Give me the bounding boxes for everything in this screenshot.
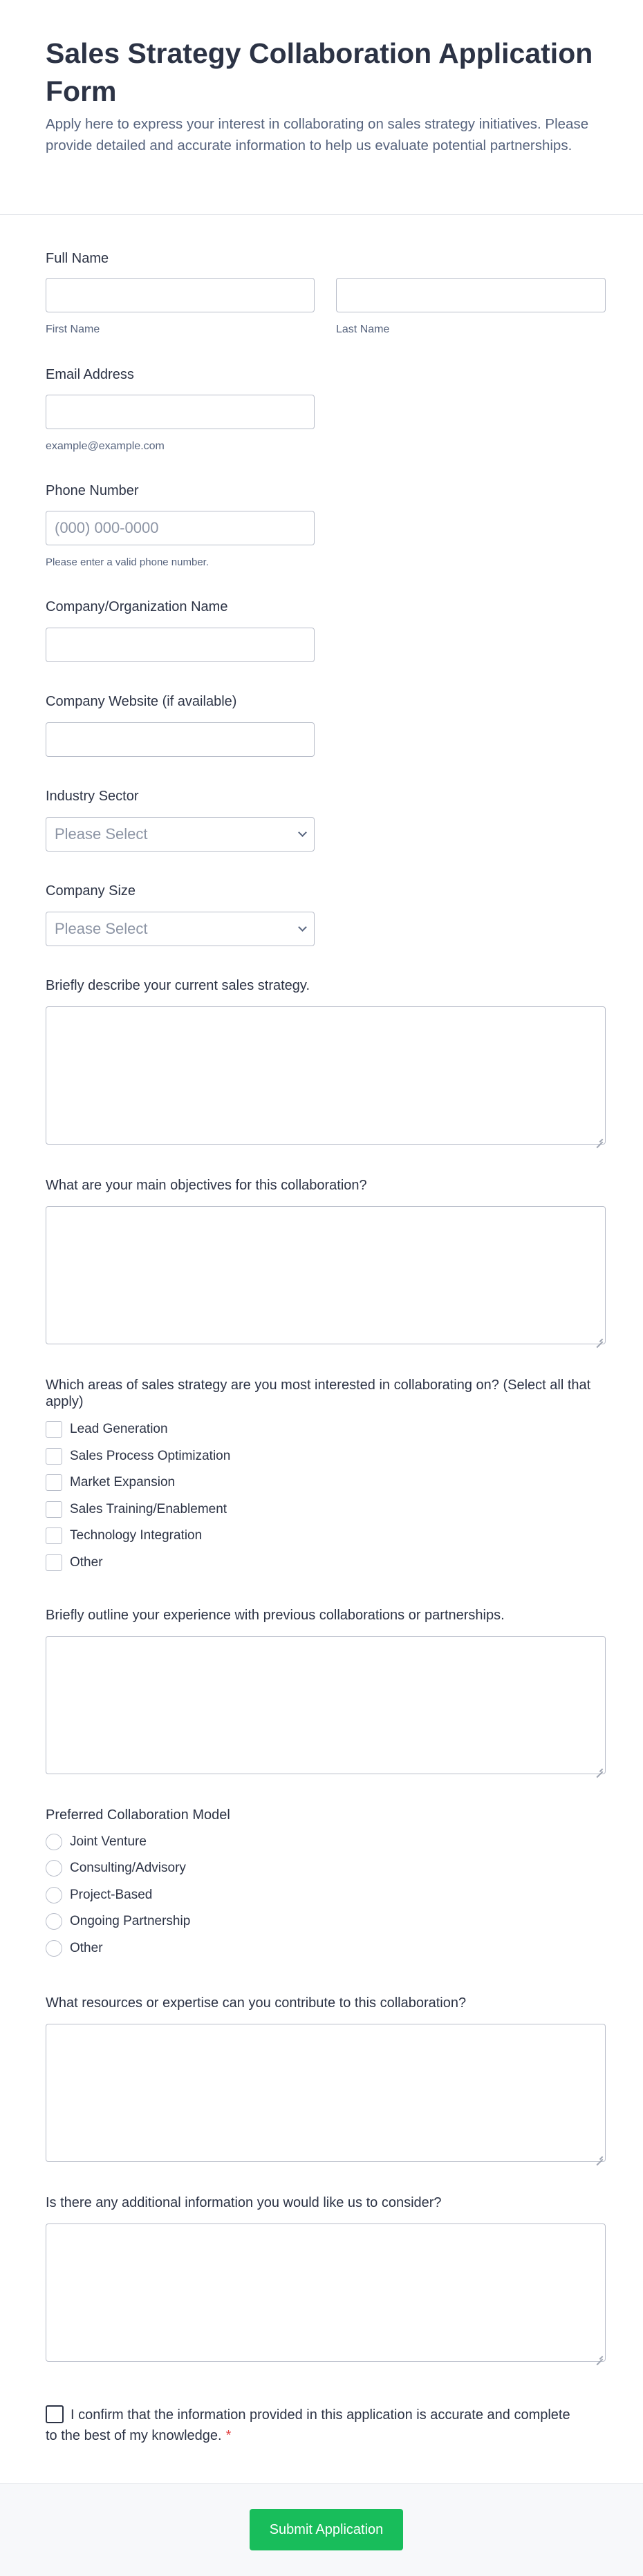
submit-button[interactable]: Submit Application: [250, 2509, 403, 2550]
radio[interactable]: [46, 1860, 62, 1877]
form-description: Apply here to express your interest in collaborating on sales strategy initiatives. Please provide detailed and accurate information to help us evaluate potential partnerships.: [46, 116, 589, 153]
resize-handle-icon[interactable]: [596, 2352, 603, 2359]
objectives-label: What are your main objectives for this collaboration?: [46, 1178, 367, 1193]
confirm-statement: [46, 2405, 571, 2446]
form-header: [46, 35, 599, 156]
email-input[interactable]: [46, 395, 315, 429]
checkbox[interactable]: [46, 1421, 62, 1438]
phone-placeholder: (000) 000-0000: [55, 519, 159, 536]
resize-handle-icon[interactable]: [596, 2152, 603, 2159]
email-field: [46, 366, 606, 456]
objectives-field: [46, 1177, 606, 1346]
phone-label: Phone Number: [46, 483, 139, 498]
objectives-textarea[interactable]: [46, 1206, 606, 1344]
full-name-field: [46, 250, 606, 340]
required-marker: *: [225, 2428, 232, 2443]
experience-label: Briefly outline your experience with previous collaborations or partnerships.: [46, 1608, 505, 1623]
company-size-label: Company Size: [46, 883, 136, 899]
checkbox[interactable]: [46, 1448, 62, 1465]
full-name-label: Full Name: [46, 251, 109, 266]
areas-option-label: Other: [70, 1555, 103, 1570]
checkbox[interactable]: [46, 1474, 62, 1491]
phone-field: [46, 482, 606, 572]
form-title: Sales Strategy Collaboration Application Form: [46, 37, 593, 107]
areas-option-label: Sales Training/Enablement: [70, 1502, 227, 1516]
industry-select[interactable]: [46, 817, 315, 852]
areas-option-label: Market Expansion: [70, 1475, 176, 1489]
phone-input[interactable]: [46, 511, 315, 545]
email-sublabel: example@example.com: [46, 440, 165, 452]
model-option-label: Joint Venture: [70, 1834, 147, 1849]
areas-option[interactable]: [46, 1527, 202, 1545]
additional-info-label: Is there any additional information you would like us to consider?: [46, 2195, 442, 2210]
resources-label: What resources or expertise can you contribute to this collaboration?: [46, 1995, 467, 2011]
company-size-select[interactable]: [46, 912, 315, 946]
company-name-label: Company/Organization Name: [46, 599, 228, 614]
model-option-label: Ongoing Partnership: [70, 1914, 191, 1928]
chevron-down-icon: [298, 828, 307, 837]
email-label: Email Address: [46, 367, 134, 382]
model-option[interactable]: [46, 1912, 190, 1930]
model-option-label: Other: [70, 1941, 103, 1955]
resources-textarea[interactable]: [46, 2024, 606, 2162]
areas-option[interactable]: [46, 1501, 227, 1519]
areas-label: Which areas of sales strategy are you most interested in collaborating on? (Select all that apply): [46, 1378, 591, 1409]
areas-option-label: Sales Process Optimization: [70, 1449, 231, 1463]
checkbox[interactable]: [46, 1501, 62, 1518]
resize-handle-icon[interactable]: [596, 1335, 603, 1342]
company-website-label: Company Website (if available): [46, 694, 237, 709]
resources-field: [46, 1995, 606, 2164]
industry-field: [46, 788, 606, 857]
collaboration-model-field: [46, 1807, 606, 1966]
radio[interactable]: [46, 1913, 62, 1930]
current-strategy-field: [46, 977, 606, 1147]
current-strategy-label: Briefly describe your current sales strategy.: [46, 978, 310, 993]
current-strategy-textarea[interactable]: [46, 1006, 606, 1145]
checkbox[interactable]: [46, 1554, 62, 1571]
first-name-sublabel: First Name: [46, 323, 100, 335]
radio[interactable]: [46, 1940, 62, 1957]
experience-field: [46, 1607, 606, 1776]
last-name-sublabel: Last Name: [336, 323, 390, 335]
radio[interactable]: [46, 1834, 62, 1850]
company-name-field: [46, 599, 606, 668]
industry-selected-value: Please Select: [55, 825, 148, 843]
company-size-selected-value: Please Select: [55, 920, 148, 937]
first-name-input[interactable]: [46, 278, 315, 312]
form-footer: [0, 2483, 643, 2576]
company-size-field: [46, 883, 606, 952]
confirm-text: I confirm that the information provided in this application is accurate and complete to the best of my knowledge.: [46, 2407, 570, 2443]
model-option[interactable]: [46, 1886, 152, 1904]
areas-field: [46, 1377, 606, 1577]
areas-option-label: Technology Integration: [70, 1528, 203, 1543]
model-option-label: Project-Based: [70, 1888, 153, 1902]
radio[interactable]: [46, 1887, 62, 1903]
company-name-input[interactable]: [46, 628, 315, 662]
model-option[interactable]: [46, 1833, 147, 1851]
collaboration-model-label: Preferred Collaboration Model: [46, 1807, 230, 1823]
areas-option-label: Lead Generation: [70, 1422, 168, 1436]
last-name-input[interactable]: [336, 278, 606, 312]
company-website-field: [46, 693, 606, 762]
areas-option[interactable]: [46, 1420, 168, 1438]
resize-handle-icon[interactable]: [596, 1765, 603, 1771]
additional-info-textarea[interactable]: [46, 2224, 606, 2362]
areas-option[interactable]: [46, 1554, 103, 1572]
company-website-input[interactable]: [46, 722, 315, 757]
additional-info-field: [46, 2194, 606, 2364]
experience-textarea[interactable]: [46, 1636, 606, 1774]
header-divider: [0, 214, 643, 215]
areas-option[interactable]: [46, 1474, 175, 1492]
areas-option[interactable]: [46, 1447, 230, 1465]
phone-sublabel: Please enter a valid phone number.: [46, 556, 209, 568]
industry-label: Industry Sector: [46, 789, 139, 804]
resize-handle-icon[interactable]: [596, 1135, 603, 1142]
model-option[interactable]: [46, 1939, 103, 1957]
checkbox[interactable]: [46, 1527, 62, 1544]
model-option-label: Consulting/Advisory: [70, 1861, 186, 1875]
model-option[interactable]: [46, 1859, 186, 1877]
chevron-down-icon: [298, 923, 307, 932]
